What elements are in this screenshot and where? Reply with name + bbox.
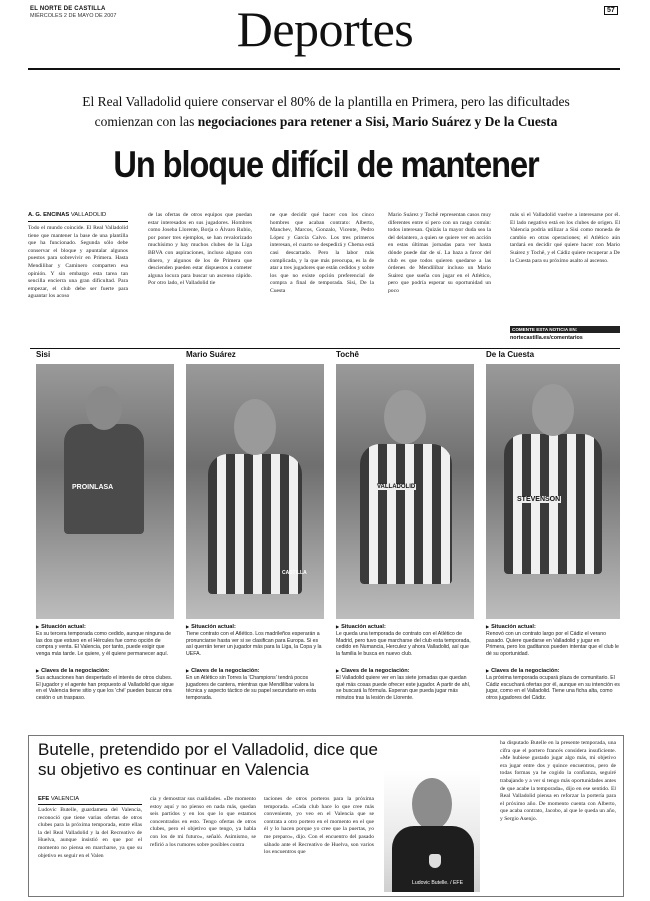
player-photo — [186, 364, 324, 619]
head-shape — [384, 390, 426, 444]
sidebar-column-3: taciones de otros porteros para la próxima temporada. «Cada club hace lo que cree más conveniente, yo veo en el Valencia que se contrata a otro portero en el momento en el que él y lo hacen porque yo cree que la puertas, yo me preparo», dijo. Con el encuentro del pasado sábado ante el Recreativo de Huelva, son varios los encuentros que — [264, 796, 374, 856]
article-column-2: de las ofertas de otros equipos que puedan estar interesados en sus jugadores. Hombres como Joseba Llorente, Borja o Álvaro Rubio, por poner tres ejemplos, se han revalorizado muchísimo y hay muchos clubes de la Liga BBVA con aspiraciones, incluso alguno con dinero, y algunos de los de Primera que descienden pueden estar dispuestos a cometer alguna locura para buscar un ascenso rápido. Por otro lado, el Valladolid tie — [148, 212, 252, 287]
sidebar-column-2: cia y demostrar sus cualidades. «De momento estoy aquí y no pienso en nada más, quedan seis partidos y en los que lo que estamos concentrados en esto. Tengo ofertas de otros clubes, pero el objetivo que tengo, ya habla con los de mi futuro», señaló. Asimismo, se refirió a los rumores sobre posibles contra — [150, 796, 256, 848]
summary-line-1: El Real Valladolid quiere conservar el 80% de la plantilla en Primera, pero las dificultades — [82, 94, 570, 109]
byline-place: VALLADOLID — [70, 212, 107, 218]
player-card-toche — [336, 350, 478, 710]
butelle-photo — [384, 770, 480, 892]
sidebar-byline-place: VALENCIA — [50, 796, 80, 802]
head-shape — [532, 384, 574, 436]
head-shape — [412, 778, 452, 830]
player-name: Tochê — [336, 350, 359, 359]
article-column-5: más si el Valladolid vuelve a interesarse por él. El lado negativo está en los clubes de origen. El Valencia podría utilizar a Sisi como moneda de cambio en otras operaciones; el Atlético aún tardará en decidir qué quiere hacer con Mario Suárez y Tochê, y el Cádiz quiere recuperar a De la Cuesta para su próximo asalto al ascenso. — [510, 212, 620, 264]
article-column-1: Todo el mundo coincide. El Real Valladolid tiene que mantener la base de una plantilla que ha funcionado. Segunda sólo debe conservar el bloque y apuntalar algunos puestos para sobrevivir en Primera. Hasta Mendilibar y Caminero comparten esa opinión. Y sin embargo esta tarea tan sencilla encierra una gran dificultad. Para empezar, el club debe ser fuerte para aguantar los acoso — [28, 225, 128, 300]
article-column-4: Mario Suárez y Tochê representan casos muy diferentes entre sí pero con un rasgo común: todos interesan. Quizás la mayor duda sea la del delantero, a quien se quiere ver en acción en estas últimas jornadas para ver hasta dónde puede dar de sí. La baza a favor del club es que todos quieren quedarse a las órdenes de Mendilibar incluso un Mario Suárez que sueña con jugar en el Atlético, pero que podría esperar su oportunidad un poco — [388, 212, 491, 294]
situation-label: ▶ Situación actual: — [336, 623, 386, 631]
page-number: 57 — [604, 6, 618, 15]
sidebar-byline-author: EFE — [38, 796, 50, 802]
comment-url[interactable]: nortecastilla.es/comentarios — [510, 335, 583, 341]
newspaper-name: EL NORTE DE CASTILLA — [30, 6, 106, 12]
keys-text: El Valladolid quiere ver en las siete jornadas que quedan qué más cosas puede ofrecer este jugador. A partir de ahí, se buscará la fórmula. Esperan que pueda jugar más minutos tras la lesión de Llorente. — [336, 675, 471, 702]
byline — [28, 212, 106, 218]
byline-author: A. G. ENCINAS — [28, 212, 70, 218]
comment-label: COMENTE ESTA NOTICIA EN: — [510, 326, 620, 333]
masthead-rule — [28, 68, 620, 70]
sidebar-headline: Butelle, pretendido por el Valladolid, dice que su objetivo es continuar en Valencia — [38, 740, 378, 779]
players-top-rule — [30, 348, 620, 349]
byline-rule — [28, 221, 128, 222]
head-shape — [86, 386, 122, 430]
keys-label: ▶ Claves de la negociación: — [36, 667, 109, 675]
player-photo — [36, 364, 174, 619]
situation-text: Tiene contrato con el Atlético. Los madrileños esperarán a pronunciarse hasta ver si se clasifican para Europa. Si es así querrán tener un jugador más para la Liga, la Copa y la UEFA. — [186, 631, 322, 658]
player-card-sisi — [36, 350, 178, 710]
head-shape — [234, 399, 276, 455]
jersey-sponsor: STEVENSON — [517, 496, 561, 503]
photo-caption: Ludovic Butelle. / EFE — [412, 880, 464, 886]
jersey-shape — [360, 444, 452, 584]
article-column-3: ne que decidir qué hacer con los cinco hombres que acaban contrato: Alberto, Manchev, Marcos, Gonzalo, Vicente, Pedro López y García Calvo. Los tres primeros interesan, el cuarto se despedirá y Chema está casi descartado. Pero la labor más complicada, y la que más preocupa, es la de atar a tres jugadores que están cedidos y sobre los que no existe opción preferencial de compra a final de temporada. Sisi, De la Cuesta — [270, 212, 374, 294]
jersey-shape — [64, 424, 144, 534]
keys-label: ▶ Claves de la negociación: — [186, 667, 259, 675]
sidebar-column-4: ha disputado Butelle en la presente temporada, una cifra que el portero francés considera insuficiente. «Me hubiese gustado jugar algo más, mi objetivo era jugar entre dos y quince encuentros, pero de todas formas ya he cogido la confianza, seguiré trabajando y a ver si tengo más oportunidades antes de que acabe la temporada», dijo en ese sentido. El Real Valladolid piensa en reforzar la portería para el próximo año. De momento cuenta con Alberto, que acaba contrato, Jacobo, al que le queda un año, y Sergio Asenjo. — [500, 740, 616, 822]
player-photo — [486, 364, 620, 619]
jersey-sponsor: CASTILLA — [282, 570, 307, 576]
keys-label: ▶ Claves de la negociación: — [336, 667, 409, 675]
situation-text: Renovó con un contrato largo por el Cádiz el verano pasado. Quiere quedarse en Valladolid y jugar en Primera, pero los gaditanos pueden intentar que el club le dé su oportunidad. — [486, 631, 619, 658]
situation-label: ▶ Situación actual: — [486, 623, 536, 631]
player-name: De la Cuesta — [486, 350, 535, 359]
situation-text: Es su tercera temporada como cedido, aunque ninguna de las dos que estuvo en el Hércules fue como opción de compra y venta. El Valencia, por tanto, puede exigir que venga más tarde. Le quiere, y él quiere permanecer aquí. — [36, 631, 171, 658]
summary-line-2 — [20, 114, 632, 130]
sidebar-byline — [38, 796, 79, 802]
sidebar-column-1: Ludovic Butelle, guardameta del Valencia, reconoció que tiene varias ofertas de otros clubes para la próxima temporada, entre ellas la del Real Valladolid y la del Recreativo de Huelva, aunque insistió en que por el momento no piensa en marcharse, ya que su objetivo es seguir en el Valen — [38, 807, 142, 859]
player-name: Sisi — [36, 350, 51, 359]
player-name: Mario Suárez — [186, 350, 236, 359]
crest-icon — [429, 854, 441, 868]
player-card-mario-suarez — [186, 350, 328, 710]
headline: Un bloque difícil de mantener — [113, 144, 539, 185]
summary-line-2-bold: negociaciones para retener a Sisi, Mario Suárez y De la Cuesta — [197, 114, 558, 129]
situation-text: Le queda una temporada de contrato con el Atlético de Madrid, pero tuvo que marcharse del club esta temporada, cedido en Numancia, Herculez y ahora Valladolid, así que la familia le busca en nuevo club. — [336, 631, 471, 658]
keys-text: En un Atlético sin Torres la 'Champions' tendrá pocos jugadores de cantera, mientras que Mendilibar valora la técnica y aspecto táctico de su papel secundario en esta temporada. — [186, 675, 317, 702]
situation-label: ▶ Situación actual: — [36, 623, 86, 631]
jersey-sponsor: PROINLASA — [72, 484, 114, 491]
situation-label: ▶ Situación actual: — [186, 623, 236, 631]
player-card-de-la-cuesta — [486, 350, 622, 710]
player-photo — [336, 364, 474, 619]
keys-label: ▶ Claves de la negociación: — [486, 667, 559, 675]
sidebar-byline-rule — [38, 804, 142, 805]
comment-box — [510, 326, 620, 341]
summary-line-2-start: comienzan con las — [94, 114, 198, 129]
section-title: Deportes — [236, 1, 414, 57]
jersey-sponsor: VALLADOLID — [377, 484, 416, 490]
keys-text: Sus actuaciones han despertado el interés de otros clubes. El jugador y el agente han propuesto al Valladolid que sigue en el Valencia tiene sitio y que los 'ché' pueden buscar otra cesión o un traspaso. — [36, 675, 174, 702]
keys-text: La próxima temporada ocupará plaza de comunitario. El Cádiz escuchará ofertas por él, aunque en su intención es jugar, como en el Valladolid. Tiene una ficha alta, como otros jugadores del Cádiz. — [486, 675, 620, 702]
jersey-shape — [504, 434, 602, 574]
issue-date: MIÉRCOLES 2 DE MAYO DE 2007 — [30, 13, 117, 19]
